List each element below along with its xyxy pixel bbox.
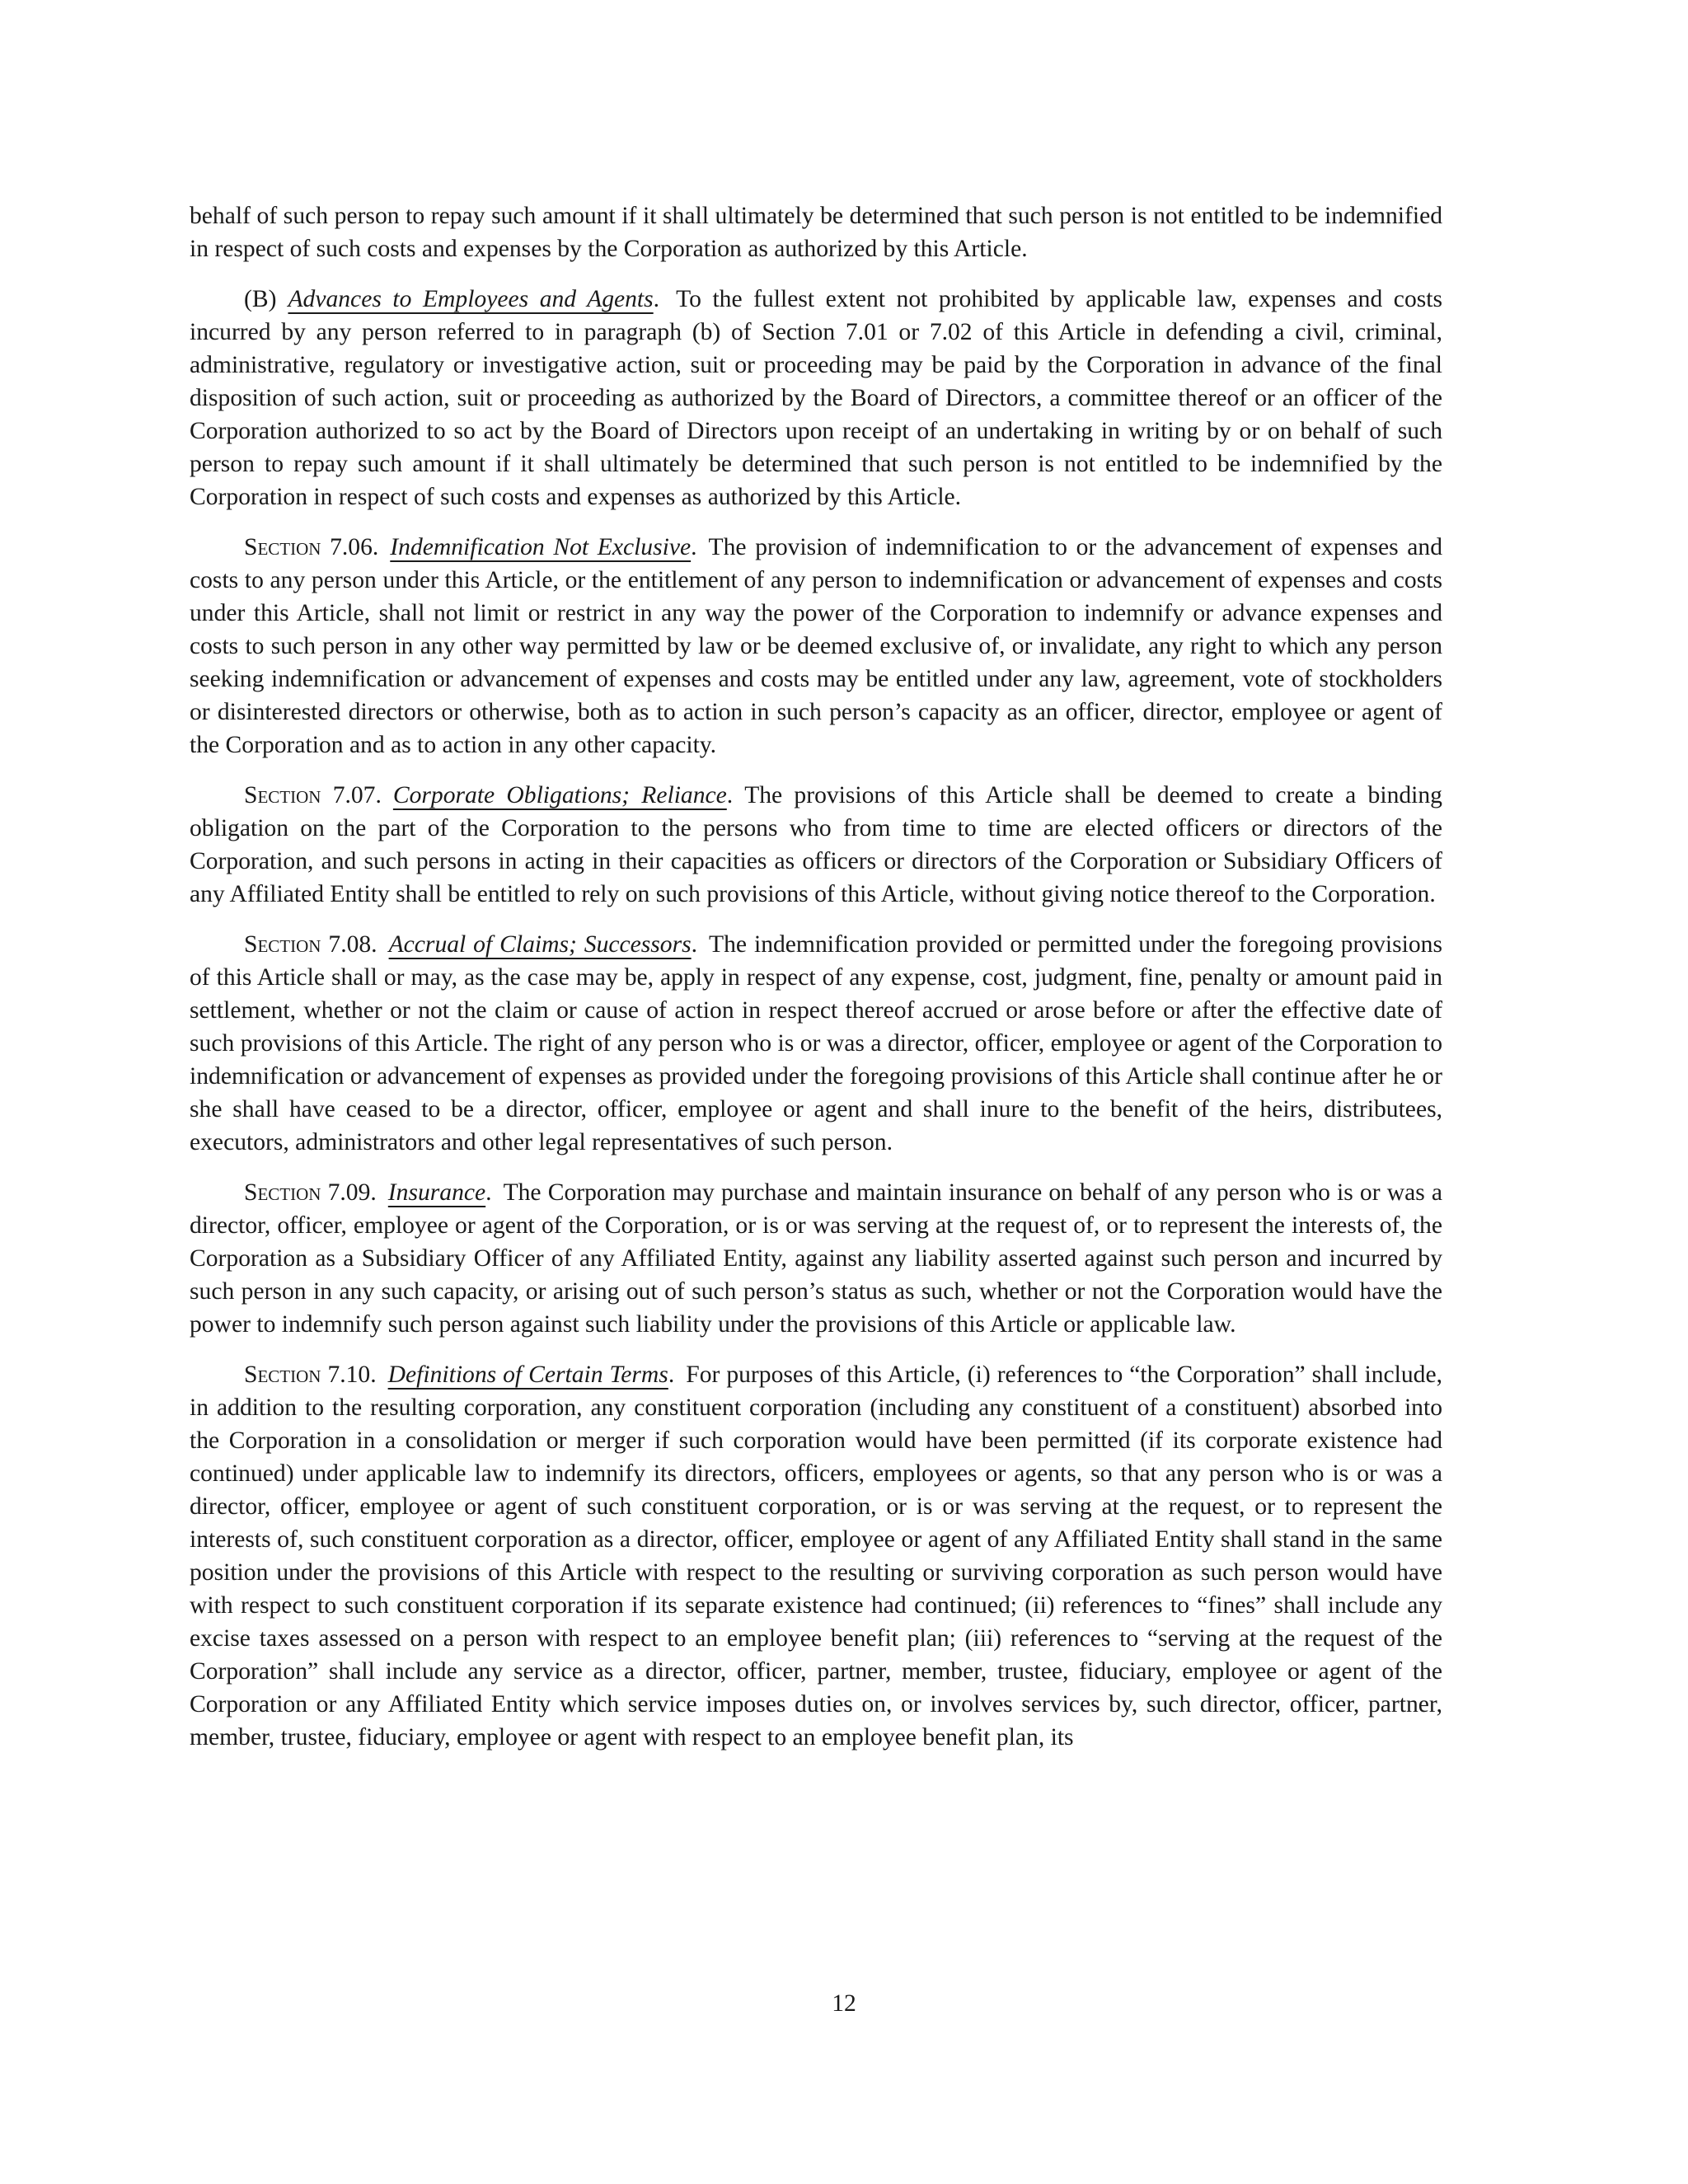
section-number: 7.10. [327, 1361, 377, 1388]
section-7-09: Section 7.09. Insurance. The Corporation may purchase and maintain insurance on behalf of any person who is or was a director, officer, employee or agent of the Corporation, or is or was serving at the request of, or to represent the interests of, the Corporation as a Subsidiary Officer of any Affiliated Entity, against any liability asserted against such person and incurred by such person in any such capacity, or arising out of such person’s status as such, whether or not the Corporation would have the power to indemnify such person against such liability under the provisions of this Article or applicable law. [190, 1179, 1442, 1338]
section-body: The provisions of this Article shall be deemed to create a binding obligation on the part of the Corporation to the persons who from time to time are elected officers or directors of the Corporation, and such persons in acting in their capacities as officers or directors of the Corporation or Subsidiary Officers of any Affiliated Entity shall be entitled to rely on such provisions of this Article, without giving notice thereof to the Corporation. [190, 782, 1442, 907]
section-heading: Corporate Obligations; Reliance [392, 782, 727, 808]
section-body: The provision of indemnification to or the advancement of expenses and costs to any person under this Article, or the entitlement of any person to indemnification or advancement of expenses and costs under this Article, shall not limit or restrict in any way the power of the Corporation to indemnify or advance expenses and costs to such person in any other way permitted by law or be deemed exclusive of, or invalidate, any right to which any person seeking indemnification or advancement of expenses and costs may be entitled under any law, agreement, vote of stockholders or disinterested directors or otherwise, both as to action in such person’s capacity as an officer, director, employee or agent of the Corporation and as to action in any other capacity. [190, 534, 1442, 758]
section-heading: Definitions of Certain Terms [387, 1361, 668, 1388]
section-7-10: Section 7.10. Definitions of Certain Terms. For purposes of this Article, (i) references to “the Corporation” shall include, in addition to the resulting corporation, any constituent corporation (including any constituent of a constituent) absorbed into the Corporation in a consolidation or merger if such corporation would have been permitted (if its corporate existence had continued) under applicable law to indemnify its directors, officers, employees or agents, so that any person who is or was a director, officer, employee or agent of such constituent corporation, or is or was serving at the request, or to represent the interests of, such constituent corporation as a director, officer, employee or agent of any Affiliated Entity shall stand in the same position under the provisions of this Article with respect to the resulting or surviving corporation as such person would have with respect to such constituent corporation if its separate existence had continued; (ii) references to “fines” shall include any excise taxes assessed on a person with respect to an employee benefit plan; (iii) references to “serving at the request of the Corporation” shall include any service as a director, officer, partner, member, trustee, fiduciary, employee or agent of the Corporation or any Affiliated Entity which service imposes duties on, or involves services by, such director, officer, partner, member, trustee, fiduciary, employee or agent with respect to an employee benefit plan, its [190, 1361, 1442, 1750]
continuation-paragraph: behalf of such person to repay such amount if it shall ultimately be determined that such person is not entitled to be indemnified in respect of such costs and expenses by the Corporation as authorized by this Article. [190, 203, 1442, 262]
section-number: 7.06. [330, 534, 379, 560]
section-word: Section [244, 534, 321, 560]
section-7-06: Section 7.06. Indemnification Not Exclusive. The provision of indemnification to or the advancement of expenses and costs to any person under this Article, or the entitlement of any person to indemnification or advancement of expenses and costs under this Article, shall not limit or restrict in any way the power of the Corporation to indemnify or advance expenses and costs to such person in any other way permitted by law or be deemed exclusive of, or invalidate, any right to which any person seeking indemnification or advancement of expenses and costs may be entitled under any law, agreement, vote of stockholders or disinterested directors or otherwise, both as to action in such person’s capacity as an officer, director, employee or agent of the Corporation and as to action in any other capacity. [190, 534, 1442, 758]
section-number: 7.09. [327, 1179, 377, 1206]
section-word: Section [244, 1361, 321, 1388]
section-body: The Corporation may purchase and maintain insurance on behalf of any person who is or was a director, officer, employee or agent of the Corporation, or is or was serving at the request of, or to represent the interests of, the Corporation as a Subsidiary Officer of any Affiliated Entity, against any liability asserted against such person and incurred by such person in any such capacity, or arising out of such person’s status as such, whether or not the Corporation would have the power to indemnify such person against such liability under the provisions of this Article or applicable law. [190, 1179, 1442, 1338]
section-heading: Accrual of Claims; Successors [388, 931, 692, 958]
section-7-07: Section 7.07. Corporate Obligations; Reliance. The provisions of this Article shall be deemed to create a binding obligation on the part of the Corporation to the persons who from time to time are elected officers or directors of the Corporation, and such persons in acting in their capacities as officers or directors of the Corporation or Subsidiary Officers of any Affiliated Entity shall be entitled to rely on such provisions of this Article, without giving notice thereof to the Corporation. [190, 782, 1442, 907]
section-word: Section [244, 931, 321, 958]
section-word: Section [244, 1179, 321, 1206]
section-number: 7.08. [328, 931, 377, 958]
paragraph-b: (B) Advances to Employees and Agents. To the fullest extent not prohibited by applicable law, expenses and costs incurred by any person referred to in paragraph (b) of Section 7.01 or 7.02 of this Article in defending a civil, criminal, administrative, regulatory or investigative action, suit or proceeding may be paid by the Corporation in advance of the final disposition of such action, suit or proceeding as authorized by the Board of Directors, a committee thereof or an officer of the Corporation authorized to so act by the Board of Directors upon receipt of an undertaking in writing by or on behalf of such person to repay such amount if it shall ultimately be determined that such person is not entitled to be indemnified by the Corporation in respect of such costs and expenses as authorized by this Article. [190, 286, 1442, 510]
paragraph-label: (B) [244, 286, 277, 312]
section-7-08: Section 7.08. Accrual of Claims; Successors. The indemnification provided or permitted under the foregoing provisions of this Article shall or may, as the case may be, apply in respect of any expense, cost, judgment, fine, penalty or amount paid in settlement, whether or not the claim or cause of action in respect thereof accrued or arose before or after the effective date of such provisions of this Article. The right of any person who is or was a director, officer, employee or agent of the Corporation to indemnification or advancement of expenses as provided under the foregoing provisions of this Article shall continue after he or she shall have ceased to be a director, officer, employee or agent and shall inure to the benefit of the heirs, distributees, executors, administrators and other legal representatives of such person. [190, 931, 1442, 1155]
page-number: 12 [832, 1990, 856, 2017]
section-word: Section [244, 782, 321, 808]
section-number: 7.07. [332, 782, 382, 808]
document-page [190, 199, 1442, 1771]
section-heading: Insurance [387, 1179, 486, 1206]
section-heading: Indemnification Not Exclusive [390, 534, 692, 560]
section-body: The indemnification provided or permitted under the foregoing provisions of this Article shall or may, as the case may be, apply in respect of any expense, cost, judgment, fine, penalty or amount paid in settlement, whether or not the claim or cause of action in respect thereof accrued or arose before or after the effective date of such provisions of this Article. The right of any person who is or was a director, officer, employee or agent of the Corporation to indemnification or advancement of expenses as provided under the foregoing provisions of this Article shall continue after he or she shall have ceased to be a director, officer, employee or agent and shall inure to the benefit of the heirs, distributees, executors, administrators and other legal representatives of such person. [190, 931, 1442, 1155]
section-body: For purposes of this Article, (i) references to “the Corporation” shall include, in addition to the resulting corporation, any constituent corporation (including any constituent of a constituent) absorbed into the Corporation in a consolidation or merger if such corporation would have been permitted (if its corporate existence had continued) under applicable law to indemnify its directors, officers, employees or agents, so that any person who is or was a director, officer, employee or agent of such constituent corporation, or is or was serving at the request, or to represent the interests of, such constituent corporation as a director, officer, employee or agent of any Affiliated Entity shall stand in the same position under the provisions of this Article with respect to the resulting or surviving corporation as such person would have with respect to such constituent corporation if its separate existence had continued; (ii) references to “fines” shall include any excise taxes assessed on a person with respect to an employee benefit plan; (iii) references to “serving at the request of the Corporation” shall include any service as a director, officer, partner, member, trustee, fiduciary, employee or agent of the Corporation or any Affiliated Entity which service imposes duties on, or involves services by, such director, officer, partner, member, trustee, fiduciary, employee or agent with respect to an employee benefit plan, its [190, 1361, 1442, 1750]
paragraph-heading: Advances to Employees and Agents [288, 286, 654, 312]
paragraph-body: To the fullest extent not prohibited by applicable law, expenses and costs incurred by any person referred to in paragraph (b) of Section 7.01 or 7.02 of this Article in defending a civil, criminal, administrative, regulatory or investigative action, suit or proceeding may be paid by the Corporation in advance of the final disposition of such action, suit or proceeding as authorized by the Board of Directors, a committee thereof or an officer of the Corporation authorized to so act by the Board of Directors upon receipt of an undertaking in writing by or on behalf of such person to repay such amount if it shall ultimately be determined that such person is not entitled to be indemnified by the Corporation in respect of such costs and expenses as authorized by this Article. [190, 286, 1442, 510]
